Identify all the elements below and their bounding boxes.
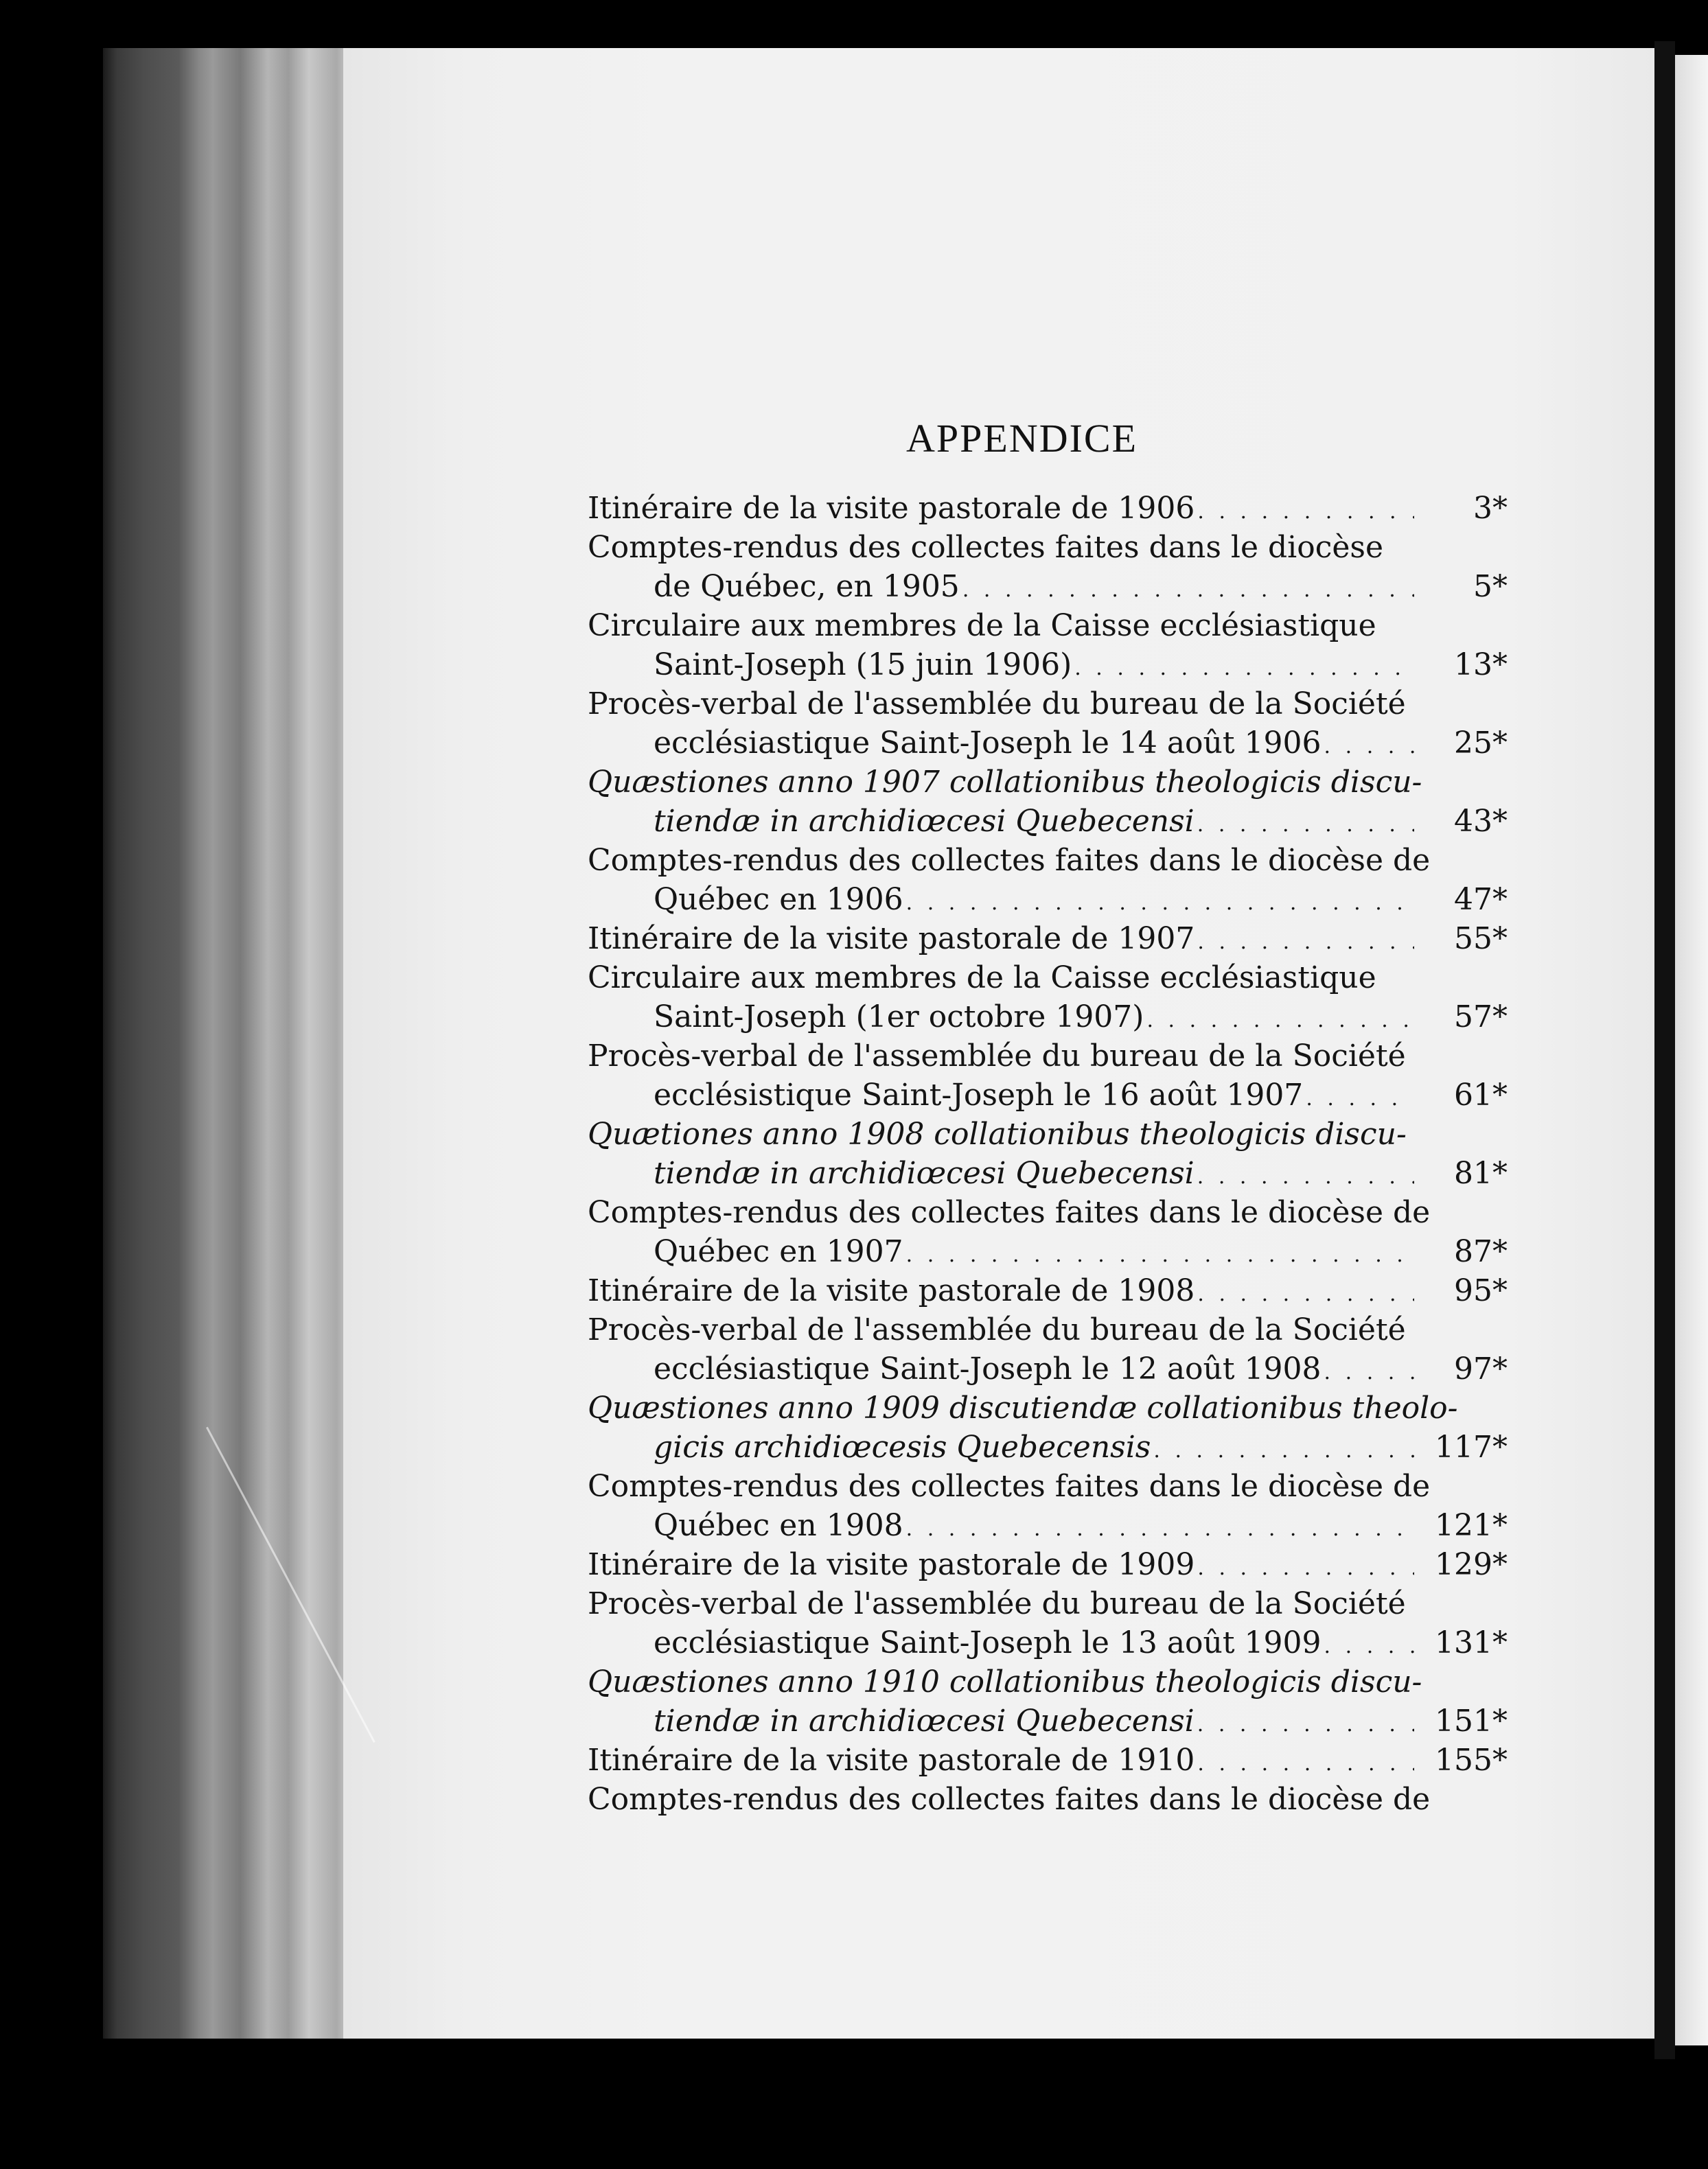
- toc-entry-text: Saint-Joseph (15 juin 1906): [654, 647, 1072, 682]
- page-number: 61*: [1454, 1078, 1508, 1113]
- toc-entry-line: [588, 997, 1508, 1036]
- toc-entry-line: [588, 802, 1508, 841]
- toc-entry-line: [588, 1780, 1508, 1819]
- toc-entry-text: ecclésiastique Saint-Joseph le 12 août 1908: [654, 1352, 1322, 1387]
- toc-entry: [588, 489, 1508, 528]
- dot-leader: [1197, 1744, 1414, 1783]
- dot-leader: [1197, 1549, 1414, 1588]
- toc-entry: [588, 1780, 1508, 1819]
- toc-entry-text: Québec en 1907: [654, 1234, 903, 1269]
- toc-entry-text: Quæstiones anno 1909 discutiendæ collationibus theolo-: [588, 1391, 1458, 1426]
- toc-entry-text: Quæstiones anno 1907 collationibus theologicis discu-: [588, 765, 1422, 800]
- dot-leader: [1197, 1157, 1414, 1196]
- toc-entry-text: Comptes-rendus des collectes faites dans le diocèse: [588, 530, 1384, 565]
- dot-leader: [1146, 1001, 1414, 1040]
- toc-entry: [588, 1741, 1508, 1780]
- toc-entry-text: Quætiones anno 1908 collationibus theologicis discu-: [588, 1117, 1407, 1152]
- page-number: 117*: [1435, 1430, 1508, 1465]
- toc-entry-text: Itinéraire de la visite pastorale de 1906: [588, 491, 1195, 526]
- toc-entry-text: Itinéraire de la visite pastorale de 1909: [588, 1547, 1195, 1582]
- toc-entry-text: Circulaire aux membres de la Caisse ecclésiastique: [588, 608, 1376, 643]
- toc-entry: [588, 1193, 1508, 1271]
- toc-entry-text: de Québec, en 1905: [654, 569, 960, 604]
- page-number: 25*: [1454, 726, 1508, 761]
- toc-entry-line: [588, 1271, 1508, 1310]
- page-number: 55*: [1454, 921, 1508, 956]
- toc-entry-line: [588, 958, 1508, 997]
- toc-entry-line: [588, 1623, 1508, 1662]
- page-number: 97*: [1454, 1352, 1508, 1387]
- toc-entry-text: ecclésistique Saint-Joseph le 16 août 1907: [654, 1078, 1304, 1113]
- dot-leader: [906, 1236, 1414, 1275]
- toc-entry-line: [588, 763, 1508, 802]
- toc-entry: [588, 1271, 1508, 1310]
- toc-entry: [588, 1467, 1508, 1545]
- toc-entry-line: [588, 919, 1508, 958]
- toc-entry-text: Quæstiones anno 1910 collationibus theologicis discu-: [588, 1665, 1422, 1700]
- toc-entry-line: [588, 1741, 1508, 1780]
- toc-entry-line: [588, 1154, 1508, 1193]
- toc-entry-line: [588, 1076, 1508, 1115]
- toc-entry-text: Itinéraire de la visite pastorale de 1908: [588, 1273, 1195, 1308]
- page-number: 129*: [1435, 1547, 1508, 1582]
- toc-entry-line: [588, 528, 1508, 567]
- toc-entry-line: [588, 1036, 1508, 1076]
- dot-leader: [1306, 1079, 1414, 1118]
- toc-entry-text: Procès-verbal de l'assemblée du bureau de la Société: [588, 1039, 1406, 1074]
- toc-entry-text: tiendæ in archidiœcesi Quebecensi: [654, 804, 1195, 839]
- toc-entry-text: gicis archidiœcesis Quebecensis: [654, 1430, 1151, 1465]
- toc-entry-line: [588, 1662, 1508, 1702]
- page-number: 13*: [1454, 647, 1508, 682]
- page-number: 155*: [1435, 1743, 1508, 1778]
- toc-entry: [588, 1115, 1508, 1193]
- dot-leader: [1197, 492, 1414, 531]
- page-title: APPENDICE: [906, 416, 1138, 461]
- dot-leader: [1197, 1275, 1414, 1314]
- toc-entry: [588, 1310, 1508, 1389]
- toc-entry-text: Itinéraire de la visite pastorale de 1910: [588, 1743, 1195, 1778]
- toc-entry-line: [588, 1389, 1508, 1428]
- dot-leader: [1197, 923, 1414, 962]
- toc-entry-text: tiendæ in archidiœcesi Quebecensi: [654, 1704, 1195, 1739]
- toc-entry: [588, 919, 1508, 958]
- page-number: 57*: [1454, 999, 1508, 1034]
- toc-entry: [588, 1036, 1508, 1115]
- dot-leader: [1324, 1627, 1414, 1666]
- page-number: 151*: [1435, 1704, 1508, 1739]
- toc-entry-line: [588, 1115, 1508, 1154]
- page-number: 3*: [1473, 491, 1508, 526]
- page-number: 121*: [1435, 1508, 1508, 1543]
- toc-entry: [588, 763, 1508, 841]
- toc-entry-text: Québec en 1906: [654, 882, 903, 917]
- toc-entry: [588, 1389, 1508, 1467]
- toc-entry-line: [588, 1193, 1508, 1232]
- dot-leader: [1197, 805, 1414, 844]
- toc-entry-text: Procès-verbal de l'assemblée du bureau de la Société: [588, 1586, 1406, 1621]
- dot-leader: [1153, 1431, 1414, 1470]
- toc-entry-text: Saint-Joseph (1er octobre 1907): [654, 999, 1144, 1034]
- toc-entry-line: [588, 841, 1508, 880]
- page-number: 43*: [1454, 804, 1508, 839]
- page-number: 95*: [1454, 1273, 1508, 1308]
- toc-entry-text: Comptes-rendus des collectes faites dans le diocèse de: [588, 1469, 1431, 1504]
- dot-leader: [906, 1509, 1414, 1549]
- toc-entry-text: ecclésiastique Saint-Joseph le 13 août 1909: [654, 1625, 1322, 1660]
- toc-entry-line: [588, 567, 1508, 606]
- dot-leader: [962, 570, 1414, 610]
- page-number: 87*: [1454, 1234, 1508, 1269]
- toc-entry: [588, 528, 1508, 606]
- toc-entry-line: [588, 606, 1508, 645]
- dot-leader: [1324, 1353, 1414, 1392]
- toc-entry-text: Comptes-rendus des collectes faites dans le diocèse de: [588, 843, 1431, 878]
- toc-entry-line: [588, 684, 1508, 723]
- toc-entry: [588, 841, 1508, 919]
- dot-leader: [906, 883, 1414, 923]
- page-number: 81*: [1454, 1156, 1508, 1191]
- dot-leader: [1074, 649, 1414, 688]
- toc-entry: [588, 1662, 1508, 1741]
- page-number: 131*: [1435, 1625, 1508, 1660]
- right-page-border: [1654, 41, 1675, 2059]
- page-number: 5*: [1473, 569, 1508, 604]
- toc-entry-line: [588, 489, 1508, 528]
- toc-entry-line: [588, 1702, 1508, 1741]
- toc-entry-text: Procès-verbal de l'assemblée du bureau de la Société: [588, 1312, 1406, 1347]
- toc-entry: [588, 1545, 1508, 1584]
- toc-entry-line: [588, 645, 1508, 684]
- toc-entry-text: ecclésiastique Saint-Joseph le 14 août 1906: [654, 726, 1322, 761]
- toc-entry-text: Québec en 1908: [654, 1508, 903, 1543]
- toc-entry-line: [588, 1428, 1508, 1467]
- toc-entry-line: [588, 1232, 1508, 1271]
- toc-entry-line: [588, 1310, 1508, 1349]
- toc-entry-text: tiendæ in archidiœcesi Quebecensi: [654, 1156, 1195, 1191]
- toc-entry-text: Comptes-rendus des collectes faites dans le diocèse de: [588, 1195, 1431, 1230]
- toc-entry-line: [588, 1467, 1508, 1506]
- toc-entry-text: Circulaire aux membres de la Caisse ecclésiastique: [588, 960, 1376, 995]
- table-of-contents: [588, 489, 1508, 1819]
- toc-entry-text: Itinéraire de la visite pastorale de 1907: [588, 921, 1195, 956]
- toc-entry-line: [588, 723, 1508, 763]
- toc-entry: [588, 1584, 1508, 1662]
- toc-entry-line: [588, 1545, 1508, 1584]
- toc-entry: [588, 958, 1508, 1036]
- page-number: 47*: [1454, 882, 1508, 917]
- toc-entry: [588, 684, 1508, 763]
- toc-entry-line: [588, 1506, 1508, 1545]
- toc-entry-text: Comptes-rendus des collectes faites dans le diocèse de: [588, 1782, 1431, 1817]
- toc-entry-text: Procès-verbal de l'assemblée du bureau de la Société: [588, 686, 1406, 721]
- toc-entry-line: [588, 880, 1508, 919]
- toc-entry: [588, 606, 1508, 684]
- toc-entry-line: [588, 1584, 1508, 1623]
- facing-page-sliver: [1675, 55, 1708, 2045]
- dot-leader: [1197, 1705, 1414, 1744]
- dot-leader: [1324, 727, 1414, 766]
- toc-entry-line: [588, 1349, 1508, 1389]
